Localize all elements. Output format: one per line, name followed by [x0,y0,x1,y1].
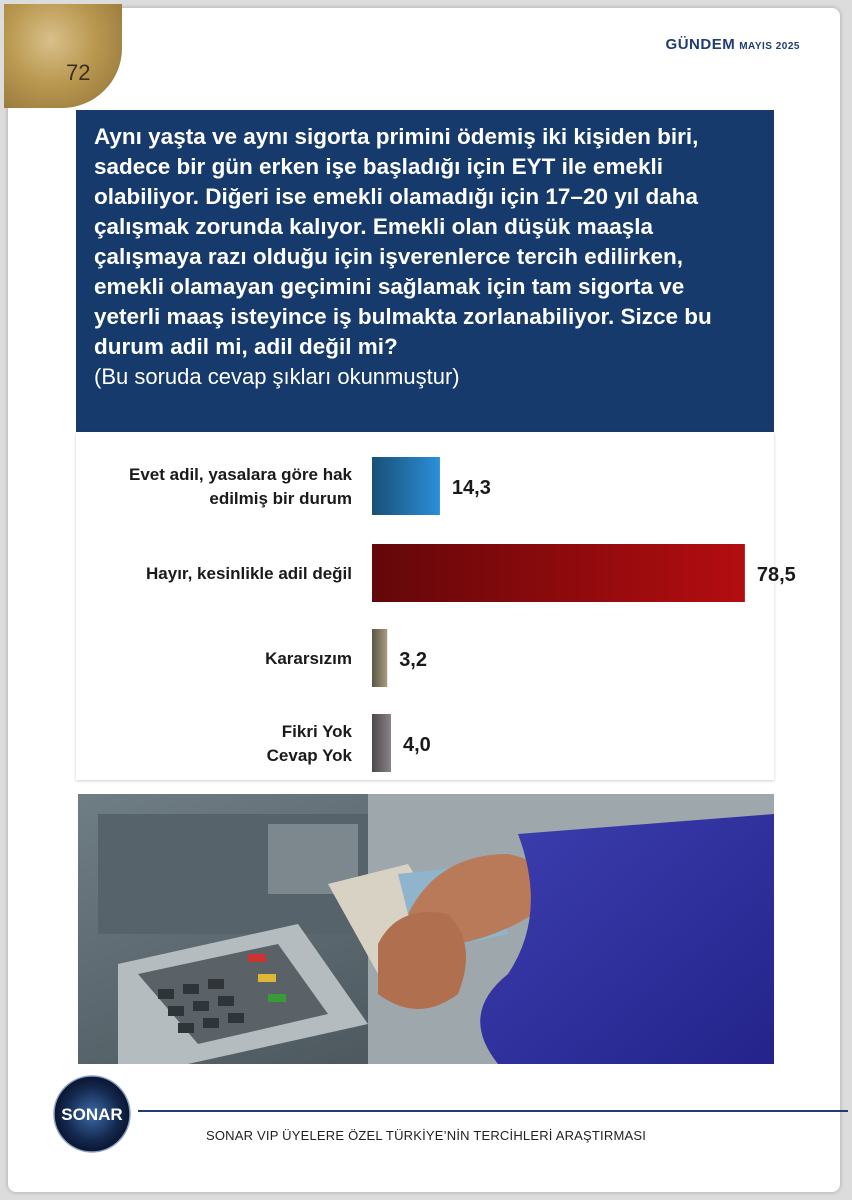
section-title: GÜNDEM [665,36,736,53]
footer-rule [138,1110,848,1112]
bar-4 [372,714,391,772]
category-label-1-line-2: edilmiş bir durum [209,489,352,508]
chart-panel [76,432,796,780]
question-text: Aynı yaşta ve aynı sigorta primini ödemiş iki kişiden biri, sadece bir gün erken işe başladığı için EYT ile emekli olabiliyor. Diğeri ise emekli olamadığı için 17–20 yıl daha çalışmak zorunda kalıyor. Emekli olan düşük maaşla çalışmaya razı olduğu için işverenlerce tercih edilirken, emekli olamayan geçimini sağlamak için tam sigorta ve yeterli maaş isteyince iş bulmakta zorlanabiliyor. Sizce bu durum adil mi, adil değil mi? [94,124,712,359]
category-label-1-line-1: Evet adil, yasalara göre hak [128,465,352,484]
page-number-badge [4,4,122,108]
value-label-1: 14,3 [451,477,491,499]
bar-chart [76,432,796,780]
bar-2 [372,544,745,602]
header-section [666,36,800,53]
value-label-2: 78,5 [756,564,796,586]
footer-tagline: SONAR VIP ÜYELERE ÖZEL TÜRKİYE’NİN TERCİHLERİ ARAŞTIRMASI [206,1128,647,1143]
atm-photo [78,794,774,1064]
atm-photo-illustration [78,794,774,1064]
value-label-4: 4,0 [403,734,431,756]
bar-1 [372,457,440,515]
issue-date: MAYIS 2025 [739,41,800,52]
category-label-2-line-1: Hayır, kesinlikle adil değil [146,564,352,583]
sonar-logo-emblem [52,1074,132,1154]
page-number: 72 [66,60,91,85]
bar-3 [372,629,387,687]
category-label-3-line-1: Kararsızım [265,649,352,668]
report-page [8,8,840,1192]
value-label-3: 3,2 [399,649,428,671]
question-box [76,110,774,432]
question-note: (Bu soruda cevap şıkları okunmuştur) [94,364,460,389]
category-label-4-line-2: Cevap Yok [266,746,352,765]
sonar-logo [52,1074,132,1154]
category-label-4-line-1: Fikri Yok [281,722,352,741]
logo-text: SONAR [61,1105,123,1124]
